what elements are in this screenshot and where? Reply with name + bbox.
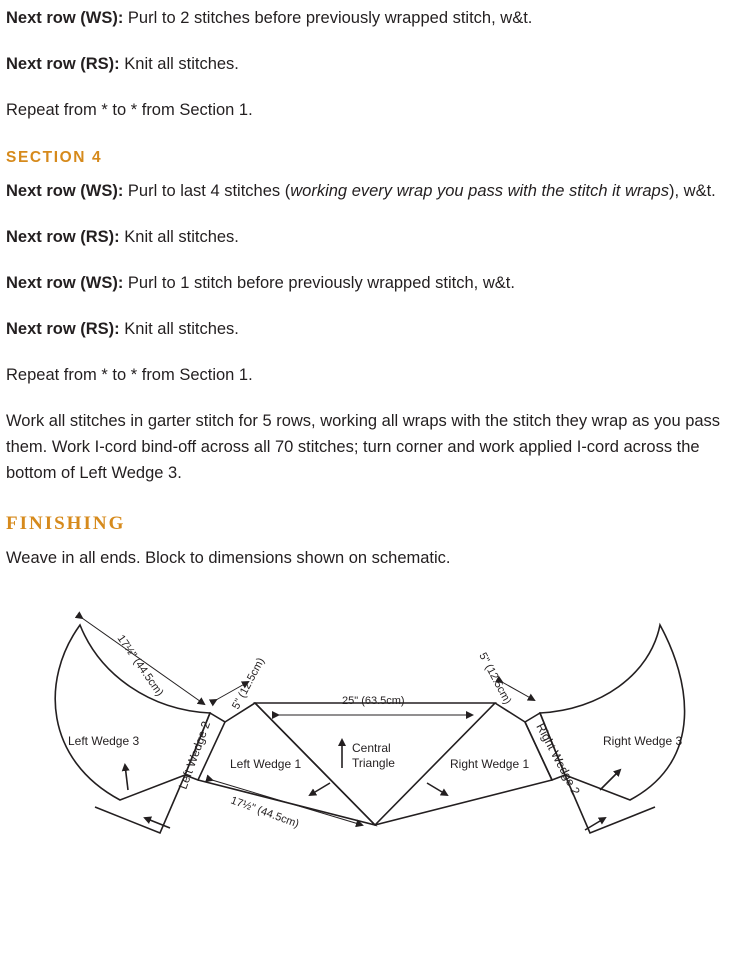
row-text: Knit all stitches. (119, 320, 239, 338)
label-left-wedge-3: Left Wedge 3 (68, 734, 140, 748)
garter-instruction (6, 408, 744, 486)
arrow-right-wedge-1 (427, 783, 447, 795)
arrow-left-wedge-3 (125, 765, 128, 790)
repeat-instruction (6, 362, 253, 388)
row-label: Next row (RS): (6, 320, 120, 338)
finishing-heading: FINISHING (6, 513, 126, 534)
label-right-wedge-2: Right Wedge 2 (533, 720, 583, 798)
instruction-row (6, 270, 515, 296)
dim-label-right-5: 5" (12.5cm) (476, 650, 514, 707)
row-text-end: ), w&t. (669, 182, 716, 200)
row-text: Knit all stitches. (119, 228, 239, 246)
instruction-row (6, 178, 716, 204)
row-label: Next row (WS): (6, 9, 124, 27)
label-right-wedge-1: Right Wedge 1 (450, 757, 530, 771)
repeat-instruction (6, 97, 253, 123)
row-text: Purl to 2 stitches before previously wrapped stitch, w&t. (123, 9, 533, 27)
finishing-text: Weave in all ends. Block to dimensions shown on schematic. (6, 549, 451, 567)
row-label: Next row (WS): (6, 274, 124, 292)
row-label: Next row (RS): (6, 55, 120, 73)
repeat-text: Repeat from * to * from Section 1. (6, 366, 253, 384)
instruction-row (6, 224, 239, 250)
row-text: Purl to 1 stitch before previously wrapped stitch, w&t. (123, 274, 515, 292)
finishing-instruction (6, 545, 451, 571)
arrow-right-wedge-3 (600, 770, 620, 790)
garter-text: Work all stitches in garter stitch for 5 rows, working all wraps with the stitch they wrap as you pass them. Work I-cord bind-off across all 70 stitches; turn corner and work applied I-cord across the bottom of Left Wedge 3. (6, 412, 721, 482)
dim-label-left-5: 5" (12.5cm) (230, 655, 268, 712)
shawl-schematic (0, 600, 750, 900)
instruction-row (6, 316, 239, 342)
dim-label-bottom-left: 17½" (44.5cm) (228, 794, 301, 831)
row-italic-note: working every wrap you pass with the stitch it wraps (290, 182, 669, 200)
row-text: Knit all stitches. (119, 55, 239, 73)
dim-label-center-25: 25" (63.5cm) (342, 695, 405, 707)
row-text: Purl to last 4 stitches ( (123, 182, 291, 200)
dim-label-top-left: 17½" (44.5cm) (114, 632, 166, 699)
instruction-row (6, 51, 239, 77)
instruction-row (6, 5, 532, 31)
row-label: Next row (WS): (6, 182, 124, 200)
section-4-heading: SECTION 4 (6, 149, 103, 166)
left-wedge-3-bottom (95, 775, 185, 833)
arrow-left-wedge-1 (310, 783, 330, 795)
row-label: Next row (RS): (6, 228, 120, 246)
label-left-wedge-2: Left Wedge 2 (175, 719, 214, 792)
label-right-wedge-3: Right Wedge 3 (603, 734, 683, 748)
label-left-wedge-1: Left Wedge 1 (230, 757, 302, 771)
label-central-line1: Central (352, 741, 391, 755)
repeat-text: Repeat from * to * from Section 1. (6, 101, 253, 119)
label-central-line2: Triangle (352, 756, 395, 770)
